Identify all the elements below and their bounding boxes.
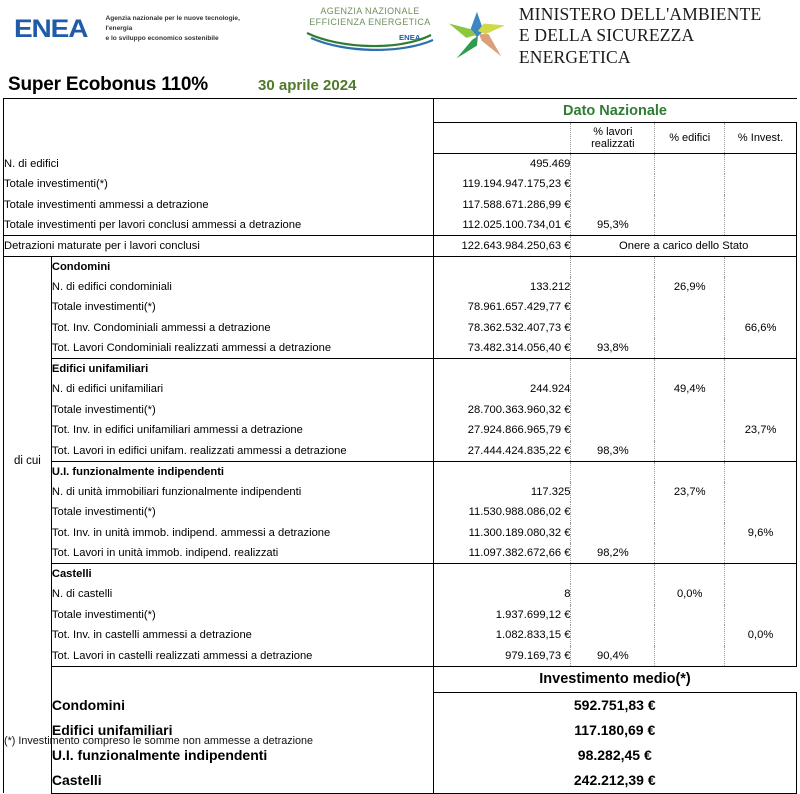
row-label: Totale investimenti(*) [51, 605, 433, 626]
row-label: N. di edifici unifamiliari [51, 379, 433, 400]
col-pct-lavori-line1: % lavori [593, 125, 633, 138]
row-value: 78.362.532.407,73 € [433, 318, 571, 339]
row-value: 119.194.947.175,23 € [433, 174, 571, 195]
row-label: Tot. Inv. in unità immob. indipend. ammessi a detrazione [51, 523, 433, 544]
row-value: 1.937.699,12 € [433, 605, 571, 626]
group-title-pct [655, 461, 725, 482]
group-title-value [433, 359, 571, 380]
row-value: 27.924.866.965,79 € [433, 420, 571, 441]
row-pct-invest [725, 400, 797, 421]
table-row [4, 502, 797, 523]
spacer-cell [4, 99, 52, 123]
di-cui-cell [4, 256, 52, 666]
enea-tagline-line1: Agenzia nazionale per le nuove tecnologie, l'energia [105, 15, 240, 33]
spacer-cell [51, 123, 433, 154]
group-title-pct [725, 256, 797, 277]
agenzia-line1: AGENZIA NAZIONALE [320, 6, 420, 16]
row-pct-lavori [571, 502, 655, 523]
row-label: Tot. Inv. in edifici unifamiliari ammessi a detrazione [51, 420, 433, 441]
row-pct-lavori: 98,3% [571, 441, 655, 462]
report-date: 30 aprile 2024 [258, 77, 357, 94]
table-row [4, 318, 797, 339]
group-title-value [433, 564, 571, 585]
group-title-row [4, 256, 797, 277]
table-row [4, 174, 797, 195]
row-label: Totale investimenti per lavori conclusi ammessi a detrazione [4, 215, 434, 236]
group-title-value [433, 256, 571, 277]
di-cui-label: di cui [14, 455, 41, 468]
row-pct-invest [725, 482, 797, 503]
table-row [4, 420, 797, 441]
row-pct-invest: 9,6% [725, 523, 797, 544]
table-row [4, 215, 797, 236]
table-row [4, 400, 797, 421]
ministero-line1: MINISTERO DELL'AMBIENTE [518, 4, 762, 24]
detrazioni-note: Onere a carico dello Stato [571, 236, 797, 257]
group-name: Edifici unifamiliari [51, 359, 433, 380]
row-pct-lavori: 98,2% [571, 543, 655, 564]
row-pct-lavori [571, 277, 655, 298]
ministero-text [519, 4, 800, 68]
row-pct-lavori [571, 379, 655, 400]
row-pct-lavori [571, 297, 655, 318]
group-name: U.I. funzionalmente indipendenti [51, 461, 433, 482]
investimento-medio-header: Investimento medio(*) [433, 666, 796, 692]
row-pct-invest [725, 605, 797, 626]
row-pct-edifici [655, 297, 725, 318]
investimento-medio-header-row [4, 666, 797, 692]
row-pct-invest [725, 338, 797, 359]
row-pct-edifici [655, 441, 725, 462]
row-pct-invest [725, 543, 797, 564]
row-pct-invest [725, 215, 797, 236]
group-title-pct [725, 461, 797, 482]
enea-tagline-line2: e lo sviluppo economico sostenibile [105, 35, 219, 43]
row-value: 11.300.189.080,32 € [433, 523, 571, 544]
group-title-pct [655, 359, 725, 380]
row-pct-lavori [571, 400, 655, 421]
row-value: 117.588.671.286,99 € [433, 195, 571, 216]
row-pct-lavori [571, 174, 655, 195]
row-pct-edifici [655, 625, 725, 646]
row-pct-edifici [655, 338, 725, 359]
row-pct-invest [725, 646, 797, 667]
row-pct-invest: 23,7% [725, 420, 797, 441]
group-title-pct [655, 256, 725, 277]
row-pct-lavori [571, 625, 655, 646]
row-label: N. di edifici condominiali [51, 277, 433, 298]
row-pct-lavori [571, 584, 655, 605]
col-pct-invest-header: % Invest. [725, 123, 797, 154]
row-pct-lavori: 93,8% [571, 338, 655, 359]
row-label: Tot. Inv. in castelli ammessi a detrazione [51, 625, 433, 646]
row-pct-edifici [655, 502, 725, 523]
spacer-cell [51, 99, 433, 123]
enea-logo [14, 14, 265, 45]
swoosh-icon [305, 29, 435, 51]
group-title-pct [571, 461, 655, 482]
row-pct-edifici [655, 318, 725, 339]
group-name: Condomini [51, 256, 433, 277]
group-title-pct [655, 564, 725, 585]
row-pct-invest [725, 277, 797, 298]
detrazioni-row [4, 236, 797, 257]
row-label: Totale investimenti(*) [51, 297, 433, 318]
row-pct-invest [725, 441, 797, 462]
row-label: N. di unità immobiliari funzionalmente indipendenti [51, 482, 433, 503]
group-title-pct [571, 564, 655, 585]
row-pct-edifici [655, 420, 725, 441]
row-value: 73.482.314.056,40 € [433, 338, 571, 359]
group-title-row [4, 564, 797, 585]
row-label: Totale investimenti(*) [51, 502, 433, 523]
row-pct-edifici [655, 605, 725, 626]
row-pct-invest: 66,6% [725, 318, 797, 339]
row-pct-invest [725, 297, 797, 318]
row-pct-edifici [655, 543, 725, 564]
row-pct-invest [725, 502, 797, 523]
table-row [4, 277, 797, 298]
spacer-cell [51, 666, 433, 692]
row-pct-lavori: 95,3% [571, 215, 655, 236]
row-pct-lavori [571, 523, 655, 544]
group-title-row [4, 359, 797, 380]
group-title-pct [725, 359, 797, 380]
row-label: Tot. Inv. Condominiali ammessi a detrazione [51, 318, 433, 339]
medio-value: 592.751,83 € [433, 692, 796, 718]
table-row [4, 297, 797, 318]
row-pct-lavori [571, 154, 655, 175]
table-row [4, 338, 797, 359]
enea-wordmark-icon: ENEA [14, 14, 88, 43]
logo-bar [0, 0, 800, 67]
table-row [4, 584, 797, 605]
col-pct-lavori-header [571, 123, 655, 154]
row-label: Totale investimenti ammessi a detrazione [4, 195, 434, 216]
col-pct-edifici-header: % edifici [655, 123, 725, 154]
row-value: 244.924 [433, 379, 571, 400]
detrazioni-label: Detrazioni maturate per i lavori conclusi [4, 236, 434, 257]
group-title-pct [571, 256, 655, 277]
row-pct-edifici [655, 215, 725, 236]
row-label: Tot. Lavori Condominiali realizzati ammessi a detrazione [51, 338, 433, 359]
row-value: 8 [433, 584, 571, 605]
row-value: 112.025.100.734,01 € [433, 215, 571, 236]
row-pct-edifici [655, 174, 725, 195]
row-value: 979.169,73 € [433, 646, 571, 667]
table-row [4, 482, 797, 503]
row-value: 133.212 [433, 277, 571, 298]
footnote: (*) Investimento compreso le somme non ammesse a detrazione [4, 735, 314, 747]
investimento-medio-row [4, 768, 797, 794]
ministero-logo [447, 4, 800, 68]
row-pct-edifici [655, 400, 725, 421]
medio-value: 242.212,39 € [433, 768, 796, 794]
group-title-value [433, 461, 571, 482]
ministero-line2: E DELLA SICUREZZA ENERGETICA [518, 25, 694, 67]
row-pct-invest: 0,0% [725, 625, 797, 646]
ecobonus-table [3, 98, 797, 794]
row-pct-edifici [655, 523, 725, 544]
row-pct-lavori [571, 195, 655, 216]
row-value: 28.700.363.960,32 € [433, 400, 571, 421]
row-value: 78.961.657.429,77 € [433, 297, 571, 318]
row-pct-edifici: 49,4% [655, 379, 725, 400]
row-pct-invest [725, 154, 797, 175]
group-name: Castelli [51, 564, 433, 585]
medio-label: Castelli [51, 768, 433, 794]
row-pct-invest [725, 174, 797, 195]
row-label: Tot. Lavori in edifici unifam. realizzati ammessi a detrazione [51, 441, 433, 462]
row-pct-edifici: 23,7% [655, 482, 725, 503]
agenzia-enea-badge: ENEA [398, 34, 420, 42]
row-label: Totale investimenti(*) [4, 174, 434, 195]
row-pct-edifici: 26,9% [655, 277, 725, 298]
medio-label: Edifici unifamiliari [51, 718, 433, 743]
row-pct-lavori [571, 605, 655, 626]
row-pct-edifici [655, 646, 725, 667]
table-row [4, 605, 797, 626]
row-value: 1.082.833,15 € [433, 625, 571, 646]
row-pct-edifici [655, 154, 725, 175]
medio-value: 98.282,45 € [433, 743, 796, 768]
row-pct-invest [725, 584, 797, 605]
medio-label: Condomini [51, 692, 433, 718]
row-pct-edifici: 0,0% [655, 584, 725, 605]
row-label: N. di castelli [51, 584, 433, 605]
table-row [4, 154, 797, 175]
star-icon [447, 9, 507, 63]
row-value: 11.530.988.086,02 € [433, 502, 571, 523]
enea-tagline [105, 14, 265, 45]
row-value: 117.325 [433, 482, 571, 503]
table-row [4, 441, 797, 462]
table-row [4, 379, 797, 400]
row-pct-lavori [571, 482, 655, 503]
col-pct-lavori-line2: realizzati [591, 138, 635, 150]
row-pct-invest [725, 379, 797, 400]
group-title-row [4, 461, 797, 482]
table-header-columns-row [4, 123, 797, 154]
row-pct-invest [725, 195, 797, 216]
dato-nazionale-header: Dato Nazionale [433, 99, 796, 123]
spacer-cell [4, 123, 52, 154]
row-value: 495.469 [433, 154, 571, 175]
table-row [4, 646, 797, 667]
row-label: Tot. Lavori in castelli realizzati ammessi a detrazione [51, 646, 433, 667]
table-row [4, 625, 797, 646]
group-title-pct [725, 564, 797, 585]
agenzia-efficienza-energetica-logo [305, 6, 435, 51]
row-pct-lavori: 90,4% [571, 646, 655, 667]
table-row [4, 523, 797, 544]
table-row [4, 543, 797, 564]
row-value: 27.444.424.835,22 € [433, 441, 571, 462]
table-row [4, 195, 797, 216]
title-row [8, 74, 356, 96]
row-label: N. di edifici [4, 154, 434, 175]
table-header-group-row [4, 99, 797, 123]
medio-label: U.I. funzionalmente indipendenti [51, 743, 433, 768]
row-value: 11.097.382.672,66 € [433, 543, 571, 564]
investimento-medio-row [4, 692, 797, 718]
row-label: Totale investimenti(*) [51, 400, 433, 421]
medio-value: 117.180,69 € [433, 718, 796, 743]
group-title-pct [571, 359, 655, 380]
agenzia-line2: EFFICIENZA ENERGETICA [309, 16, 431, 27]
col-value-header [433, 123, 571, 154]
row-pct-lavori [571, 420, 655, 441]
row-pct-lavori [571, 318, 655, 339]
detrazioni-value: 122.643.984.250,63 € [433, 236, 571, 257]
page-title: Super Ecobonus 110% [8, 74, 208, 95]
row-label: Tot. Lavori in unità immob. indipend. realizzati [51, 543, 433, 564]
spacer-cell [4, 666, 52, 793]
row-pct-edifici [655, 195, 725, 216]
